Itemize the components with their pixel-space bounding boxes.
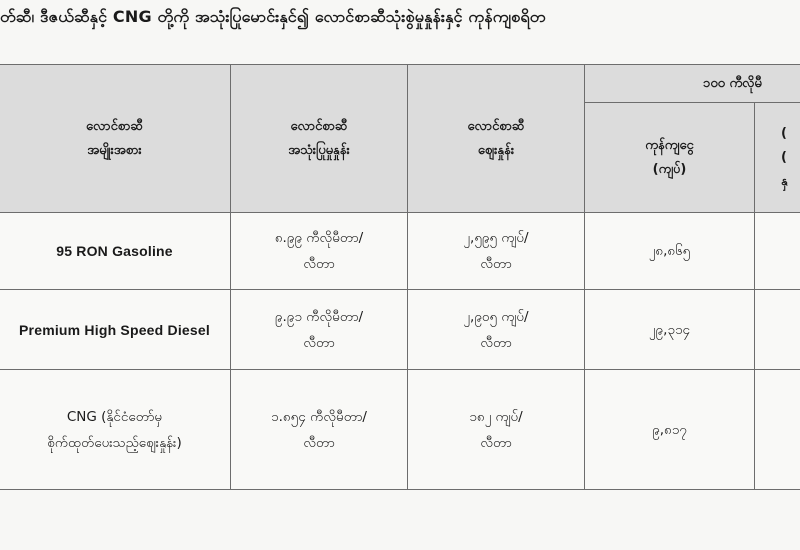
cost-cell: ၉,၈၁၇ [585, 370, 755, 490]
table-row [0, 290, 800, 370]
next-column-cell [755, 213, 800, 290]
header-cost: ကုန်ကျငွေ (ကျပ်) [585, 103, 755, 213]
cost-cell: ၂၉,၃၁၄ [585, 290, 755, 370]
header-group-100km: ၁၀၀ ကီလိုမီ [585, 65, 800, 103]
header-price: လောင်စာဆီ ဈေးနှုန်း [408, 65, 585, 213]
price-cell: ၂,၅၉၅ ကျပ်/ လီတာ [408, 213, 585, 290]
consumption-cell: ၁.၈၅၄ ကီလိုမီတာ/ လီတာ [231, 370, 408, 490]
next-column-cell [755, 290, 800, 370]
table-row [0, 213, 800, 290]
header-next-column: ( ( နှ [755, 103, 800, 213]
consumption-cell: ၈.၉၉ ကီလိုမီတာ/ လီတာ [231, 213, 408, 290]
fuel-type-cell: Premium High Speed Diesel [0, 290, 231, 370]
fuel-cost-table [0, 64, 800, 490]
document-title: တ်ဆီ၊ ဒီဇယ်ဆီနှင့် CNG တို့ကို အသုံးပြုမောင်းနှင်၍ လောင်စာဆီသုံးစွဲမှုနှုန်းနှင့် ကုန်ကျစရိတ [0, 7, 546, 26]
header-consumption: လောင်စာဆီ အသုံးပြုမှုနှုန်း [231, 65, 408, 213]
next-column-cell [755, 370, 800, 490]
page-margin [0, 492, 800, 550]
header-fuel-type: လောင်စာဆီ အမျိုးအစား [0, 65, 231, 213]
price-cell: ၂,၉၀၅ ကျပ်/ လီတာ [408, 290, 585, 370]
consumption-cell: ၉.၉၁ ကီလိုမီတာ/ လီတာ [231, 290, 408, 370]
table-row [0, 370, 800, 490]
fuel-type-cell: CNG (နိုင်ငံတော်မှ စိုက်ထုတ်ပေးသည့်ဈေးနှုန်း) [0, 370, 231, 490]
price-cell: ၁၈၂ ကျပ်/ လီတာ [408, 370, 585, 490]
cost-cell: ၂၈,၈၆၅ [585, 213, 755, 290]
fuel-type-cell: 95 RON Gasoline [0, 213, 231, 290]
